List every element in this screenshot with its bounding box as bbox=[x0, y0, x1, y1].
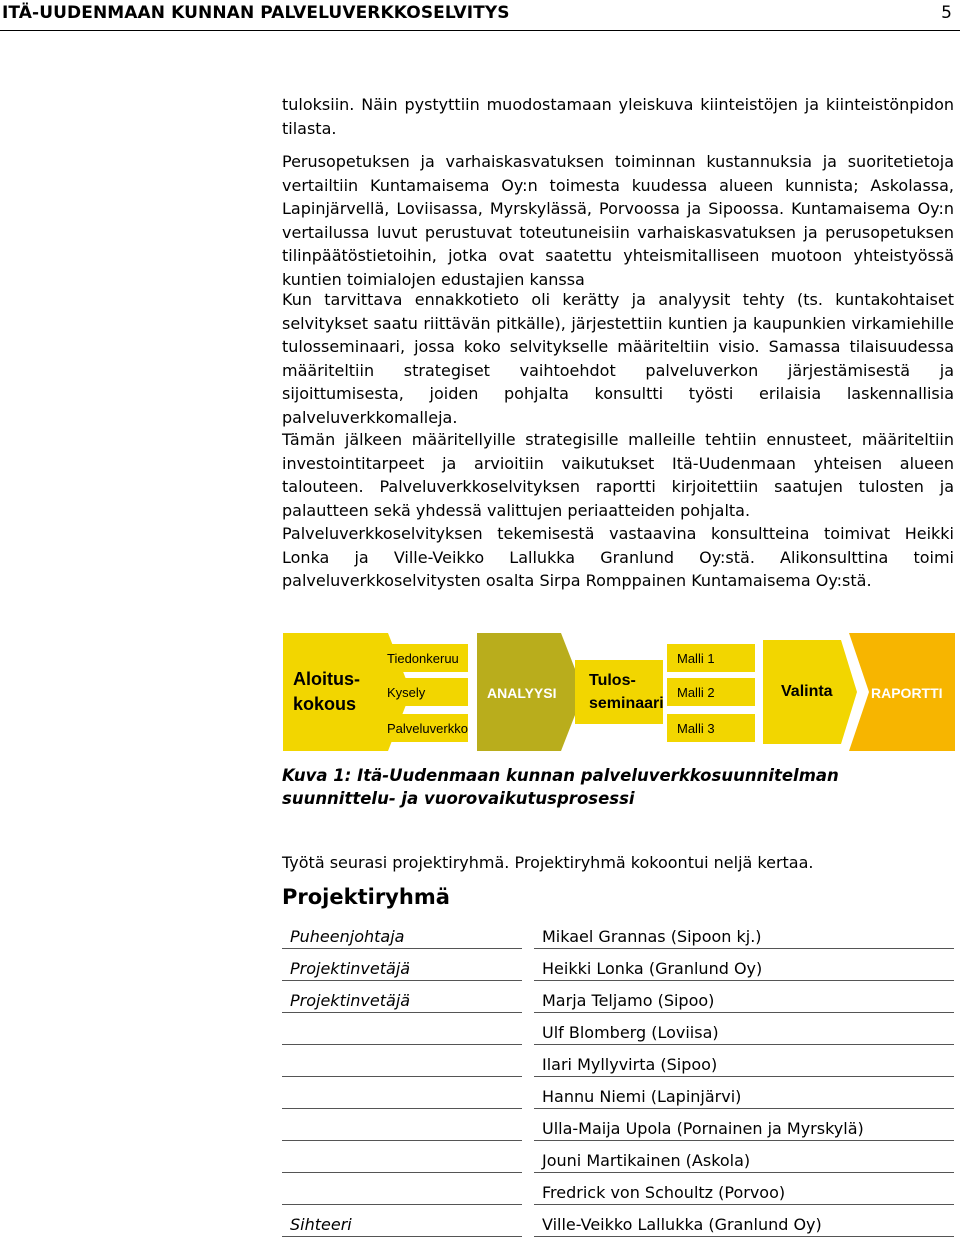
team-spacer bbox=[522, 981, 534, 1013]
team-spacer bbox=[522, 1173, 534, 1205]
paragraph-2: Perusopetuksen ja varhaiskasvatuksen toiminnan kustannuksia ja suoritetietoja vertailtiin Kuntamaisema Oy:n toimesta kuudessa alueen kunnista; Askolassa, Lapinjärvellä, Loviisassa, Myrskylässä, Porvoossa ja Sipoossa. Kuntamaisema Oy:n vertailussa luvut perustuvat toteutuneisiin varhaiskasvatuksen ja perusopetuksen tilinpäätöstietoihin, jotka ovat saatettu yhteismitalliseen muotoon yhteistyössä kuntien toimialojen edustajien kanssa bbox=[282, 152, 954, 289]
team-member-name: Jouni Martikainen (Askola) bbox=[534, 1141, 954, 1173]
team-role: Projektinvetäjä bbox=[282, 981, 522, 1013]
input-label-tiedonkeruu: Tiedonkeruu bbox=[387, 651, 459, 666]
figure-caption: Kuva 1: Itä-Uudenmaan kunnan palveluverkkosuunnitelman suunnittelu- ja vuorovaikutusprosessi bbox=[282, 766, 839, 808]
page-header bbox=[0, 0, 960, 31]
paragraph-4: Tämän jälkeen määritellyille strategisille malleille tehtiin ennusteet, määriteltiin investointitarpeet ja arvioitiin vaikutukset Itä-Uudenmaan yhteisen alueen talouteen. Palveluverkkoselvityksen raportti kirjoitettiin saatujen tulosten ja palautteen sekä yhdessä valittujen periaatteiden pohjalta. bbox=[282, 430, 954, 520]
kickoff-label-line2: kokous bbox=[293, 694, 357, 714]
team-member-name: Mikael Grannas (Sipoon kj.) bbox=[534, 917, 954, 949]
team-member-name: Ville-Veikko Lallukka (Granlund Oy) bbox=[534, 1205, 954, 1237]
team-role bbox=[282, 1173, 522, 1205]
intro-text: Työtä seurasi projektiryhmä. Projektiryhmä kokoontui neljä kertaa. bbox=[282, 853, 814, 872]
page-number: 5 bbox=[941, 3, 952, 23]
team-role: Projektinvetäjä bbox=[282, 949, 522, 981]
team-row bbox=[282, 1013, 954, 1045]
input-label-palveluverkko: Palveluverkko bbox=[387, 721, 468, 736]
document-title: ITÄ-UUDENMAAN KUNNAN PALVELUVERKKOSELVITYS bbox=[2, 3, 510, 23]
team-member-name: Heikki Lonka (Granlund Oy) bbox=[534, 949, 954, 981]
seminar-box bbox=[575, 660, 663, 724]
team-role: Sihteeri bbox=[282, 1205, 522, 1237]
team-spacer bbox=[522, 1013, 534, 1045]
report-label: RAPORTTI bbox=[871, 685, 943, 701]
team-row bbox=[282, 1173, 954, 1205]
team-row bbox=[282, 1077, 954, 1109]
paragraph-3: Kun tarvittava ennakkotieto oli kerätty ja analyysit tehty (ts. kuntakohtaiset selvitykset saatu riittävän pitkälle), järjestettiin kuntien ja kaupunkien virkamiehille tulosseminaari, jossa koko selvitykselle määriteltiin visio. Samassa tilaisuudessa määriteltiin strategiset vaihtoehdot palveluverkon järjestämisestä ja sijoittumisesta, joiden pohjalta konsultti työsti erilaisia laskennallisia palveluverkkomalleja. bbox=[282, 290, 954, 427]
seminar-label-line2: seminaari bbox=[589, 695, 664, 712]
team-row bbox=[282, 1109, 954, 1141]
team-spacer bbox=[522, 1109, 534, 1141]
team-role bbox=[282, 1045, 522, 1077]
model-label-3: Malli 3 bbox=[677, 721, 715, 736]
team-role bbox=[282, 1077, 522, 1109]
team-spacer bbox=[522, 949, 534, 981]
seminar-label-line1: Tulos- bbox=[589, 672, 636, 689]
team-row bbox=[282, 1045, 954, 1077]
analysis-label: ANALYYSI bbox=[487, 685, 557, 701]
team-spacer bbox=[522, 917, 534, 949]
model-label-1: Malli 1 bbox=[677, 651, 715, 666]
project-group-table bbox=[282, 917, 954, 1237]
kickoff-label-line1: Aloitus- bbox=[293, 669, 360, 689]
team-role bbox=[282, 1013, 522, 1045]
team-spacer bbox=[522, 1045, 534, 1077]
team-role: Puheenjohtaja bbox=[282, 917, 522, 949]
input-label-kysely: Kysely bbox=[387, 685, 426, 700]
team-role bbox=[282, 1141, 522, 1173]
team-member-name: Ulla-Maija Upola (Pornainen ja Myrskylä) bbox=[534, 1109, 954, 1141]
process-diagram bbox=[283, 630, 955, 755]
team-row bbox=[282, 949, 954, 981]
paragraph-5: Palveluverkkoselvityksen tekemisestä vastaavina konsultteina toimivat Heikki Lonka ja Ville-Veikko Lallukka Granlund Oy:stä. Alikonsulttina toimi palveluverkkoselvitysten osalta Sirpa Romppainen Kuntamaisema Oy:stä. bbox=[282, 524, 954, 590]
team-role bbox=[282, 1109, 522, 1141]
team-spacer bbox=[522, 1141, 534, 1173]
choice-label: Valinta bbox=[781, 683, 833, 700]
team-spacer bbox=[522, 1077, 534, 1109]
team-member-name: Hannu Niemi (Lapinjärvi) bbox=[534, 1077, 954, 1109]
model-label-2: Malli 2 bbox=[677, 685, 715, 700]
team-row bbox=[282, 981, 954, 1013]
team-member-name: Ilari Myllyvirta (Sipoo) bbox=[534, 1045, 954, 1077]
paragraph-1: tuloksiin. Näin pystyttiin muodostamaan yleiskuva kiinteistöjen ja kiinteistönpidon tilasta. bbox=[282, 95, 954, 138]
team-row bbox=[282, 1141, 954, 1173]
team-member-name: Fredrick von Schoultz (Porvoo) bbox=[534, 1173, 954, 1205]
team-member-name: Marja Teljamo (Sipoo) bbox=[534, 981, 954, 1013]
group-heading: Projektiryhmä bbox=[282, 885, 450, 909]
team-row bbox=[282, 917, 954, 949]
team-member-name: Ulf Blomberg (Loviisa) bbox=[534, 1013, 954, 1045]
